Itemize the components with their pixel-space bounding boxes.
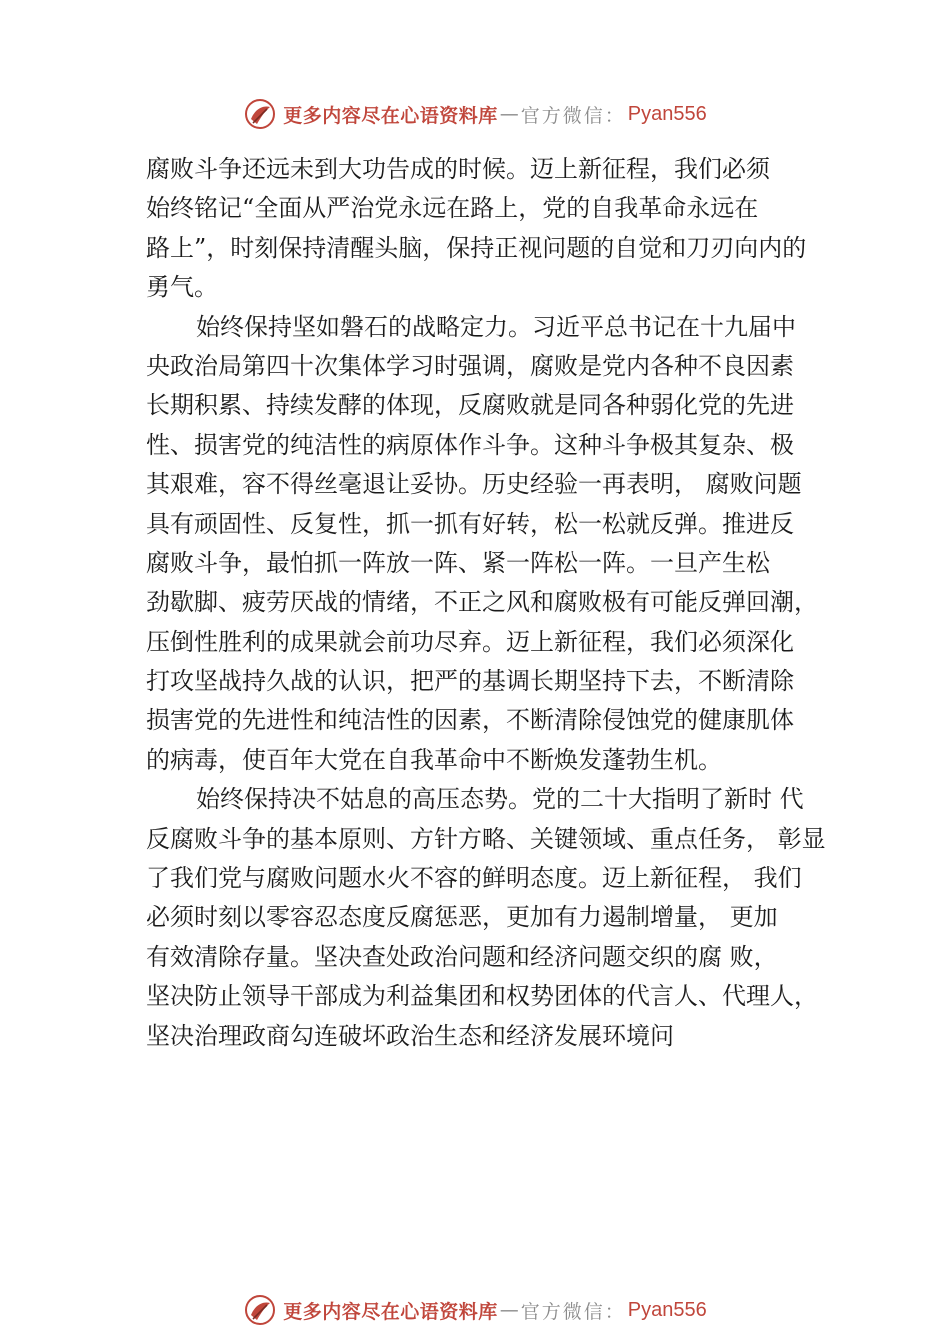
text-line: 必须时刻以零容忍态度反腐惩恶，更加有力遏制增量， 更加	[146, 903, 778, 932]
brand-logo-icon	[243, 97, 277, 131]
document-body	[146, 150, 836, 1056]
paragraph-start-line: 始终保持决不姑息的高压态势。党的二十大指明了新时 代	[196, 785, 804, 814]
brand-logo-icon	[243, 1293, 277, 1327]
text-line: 了我们党与腐败问题水火不容的鲜明态度。迈上新征程， 我们	[146, 864, 802, 893]
text-line: 始终铭记“全面从严治党永远在路上，党的自我革命永远在	[146, 194, 759, 223]
text-line: 央政治局第四十次集体学习时强调，腐败是党内各种不良因素	[146, 351, 794, 380]
text-line: 坚决治理政商勾连破坏政治生态和经济发展环境问	[146, 1021, 674, 1050]
text-line: 坚决防止领导干部成为利益集团和权势团体的代言人、代理人，	[146, 982, 818, 1011]
banner-dash: —	[499, 103, 519, 125]
banner-account-id: Pyan556	[627, 1298, 707, 1321]
text-line: 路上”，时刻保持清醒头脑，保持正视问题的自觉和刀刃向内的	[146, 233, 807, 262]
text-line: 打攻坚战持久战的认识，把严的基调长期坚持下去，不断清除	[146, 667, 794, 696]
banner-brand-text: 更多内容尽在心语资料库	[283, 104, 498, 127]
text-line: 反腐败斗争的基本原则、方针方略、关键领域、重点任务， 彰显	[146, 824, 826, 853]
text-line: 有效清除存量。坚决查处政治问题和经济问题交织的腐 败，	[146, 942, 778, 971]
text-line: 腐败斗争还远未到大功告成的时候。迈上新征程，我们必须	[146, 155, 770, 183]
text-line: 性、损害党的纯洁性的病原体作斗争。这种斗争极其复杂、极	[146, 430, 794, 459]
text-line: 长期积累、持续发酵的体现，反腐败就是同各种弱化党的先进	[146, 391, 794, 420]
banner-dash: —	[499, 1299, 519, 1321]
header-banner	[0, 94, 950, 134]
text-line: 腐败斗争，最怕抓一阵放一阵、紧一阵松一阵。一旦产生松	[146, 548, 770, 577]
text-line: 劲歇脚、疲劳厌战的情绪，不正之风和腐败极有可能反弹回潮，	[146, 588, 818, 617]
banner-channel-text: 官方微信：	[520, 104, 626, 127]
footer-banner	[0, 1290, 950, 1330]
text-line: 损害党的先进性和纯洁性的因素，不断清除侵蚀党的健康肌体	[146, 706, 794, 735]
banner-channel-text: 官方微信：	[520, 1300, 626, 1323]
banner-account-id: Pyan556	[627, 102, 707, 125]
text-line: 其艰难，容不得丝毫退让妥协。历史经验一再表明， 腐败问题	[146, 470, 802, 499]
paragraph-start-line: 始终保持坚如磐石的战略定力。习近平总书记在十九届中	[196, 312, 796, 341]
text-line: 勇气。	[146, 273, 218, 302]
text-line: 的病毒，使百年大党在自我革命中不断焕发蓬勃生机。	[146, 745, 722, 774]
text-line: 压倒性胜利的成果就会前功尽弃。迈上新征程，我们必须深化	[146, 627, 794, 656]
text-line: 具有顽固性、反复性，抓一抓有好转，松一松就反弹。推进反	[146, 509, 794, 538]
banner-brand-text: 更多内容尽在心语资料库	[283, 1300, 498, 1323]
